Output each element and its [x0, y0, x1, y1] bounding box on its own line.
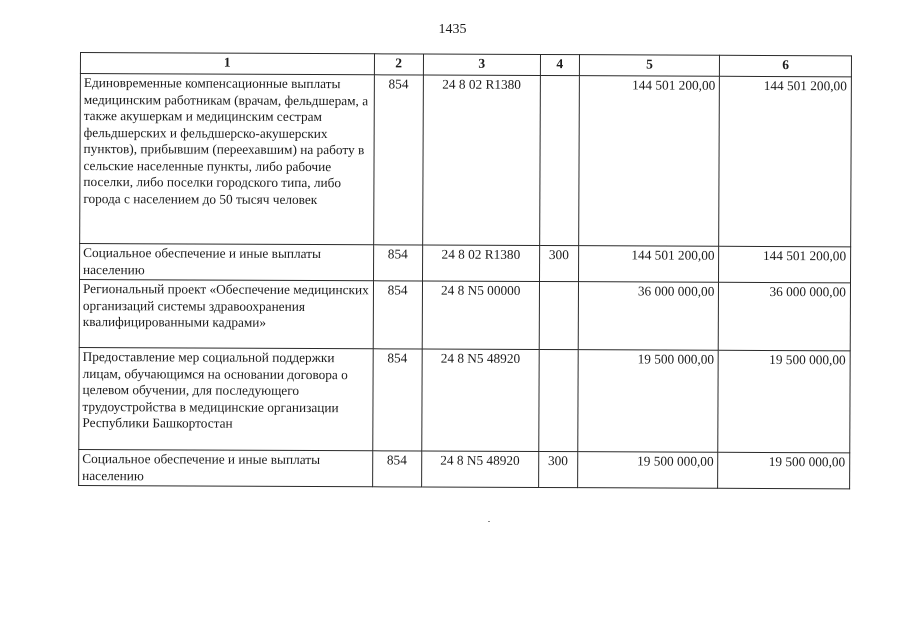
- amount-col6-cell: 19 500 000,00: [718, 452, 850, 489]
- row-name-cell: Предоставление мер социальной поддержки лицам, обучающимся на основании договора о целевом обучении, для последующего трудоустройства в медицинские организации Республики Башкортостан: [79, 347, 373, 450]
- table-row: [79, 449, 850, 488]
- scan-speck: [488, 521, 490, 522]
- column-header-4: 4: [540, 55, 579, 76]
- amount-col6-cell: 144 501 200,00: [719, 246, 851, 283]
- target-article-cell: 24 8 02 R1380: [422, 75, 540, 246]
- expense-type-cell: [539, 282, 578, 350]
- row-name-cell: Единовременные компенсационные выплаты медицинским работникам (врачам, фельдшерам, а также акушеркам и медицинским сестрам фельдшерских и фельдшерско-акушерских пунктов), прибывшим (переехавшим) на работу в сельские населенные пункты, либо рабочие поселки, либо поселки городского типа, либо города с населением до 50 тысяч человек: [80, 74, 374, 245]
- amount-col6-cell: 36 000 000,00: [719, 282, 851, 351]
- target-article-cell: 24 8 N5 00000: [422, 281, 540, 350]
- target-article-cell: 24 8 02 R1380: [422, 245, 539, 282]
- expense-type-cell: 300: [539, 246, 578, 282]
- target-article-cell: 24 8 N5 48920: [421, 349, 539, 452]
- amount-col5-cell: 19 500 000,00: [577, 350, 718, 453]
- department-code-cell: 854: [372, 349, 421, 451]
- amount-col5-cell: 144 501 200,00: [578, 76, 719, 247]
- amount-col5-cell: 144 501 200,00: [578, 246, 719, 283]
- table-row: [80, 244, 851, 283]
- column-header-5: 5: [579, 55, 720, 77]
- expense-type-cell: [539, 350, 578, 452]
- department-code-cell: 854: [373, 75, 423, 245]
- amount-col5-cell: 36 000 000,00: [578, 282, 719, 351]
- amount-col6-cell: 144 501 200,00: [719, 76, 851, 247]
- row-name-cell: Социальное обеспечение и иные выплаты населению: [79, 449, 373, 486]
- table-row: [80, 74, 852, 247]
- table-row: [79, 280, 850, 351]
- amount-col5-cell: 19 500 000,00: [577, 452, 718, 489]
- expense-type-cell: [540, 76, 579, 246]
- column-header-2: 2: [374, 54, 423, 75]
- row-name-cell: Социальное обеспечение и иные выплаты населению: [80, 244, 374, 281]
- row-name-cell: Региональный проект «Обеспечение медицинских организаций системы здравоохранения квалифицированными кадрами»: [79, 280, 373, 349]
- department-code-cell: 854: [373, 245, 422, 281]
- department-code-cell: 854: [373, 281, 422, 349]
- column-header-1: 1: [80, 53, 374, 75]
- target-article-cell: 24 8 N5 48920: [421, 451, 538, 488]
- page-number: 1435: [438, 22, 467, 37]
- amount-col6-cell: 19 500 000,00: [718, 350, 850, 453]
- budget-table: [78, 52, 852, 489]
- expense-type-cell: 300: [539, 452, 578, 488]
- department-code-cell: 854: [372, 451, 421, 487]
- table-row: [79, 347, 850, 452]
- column-header-6: 6: [720, 55, 852, 77]
- column-header-3: 3: [423, 54, 540, 76]
